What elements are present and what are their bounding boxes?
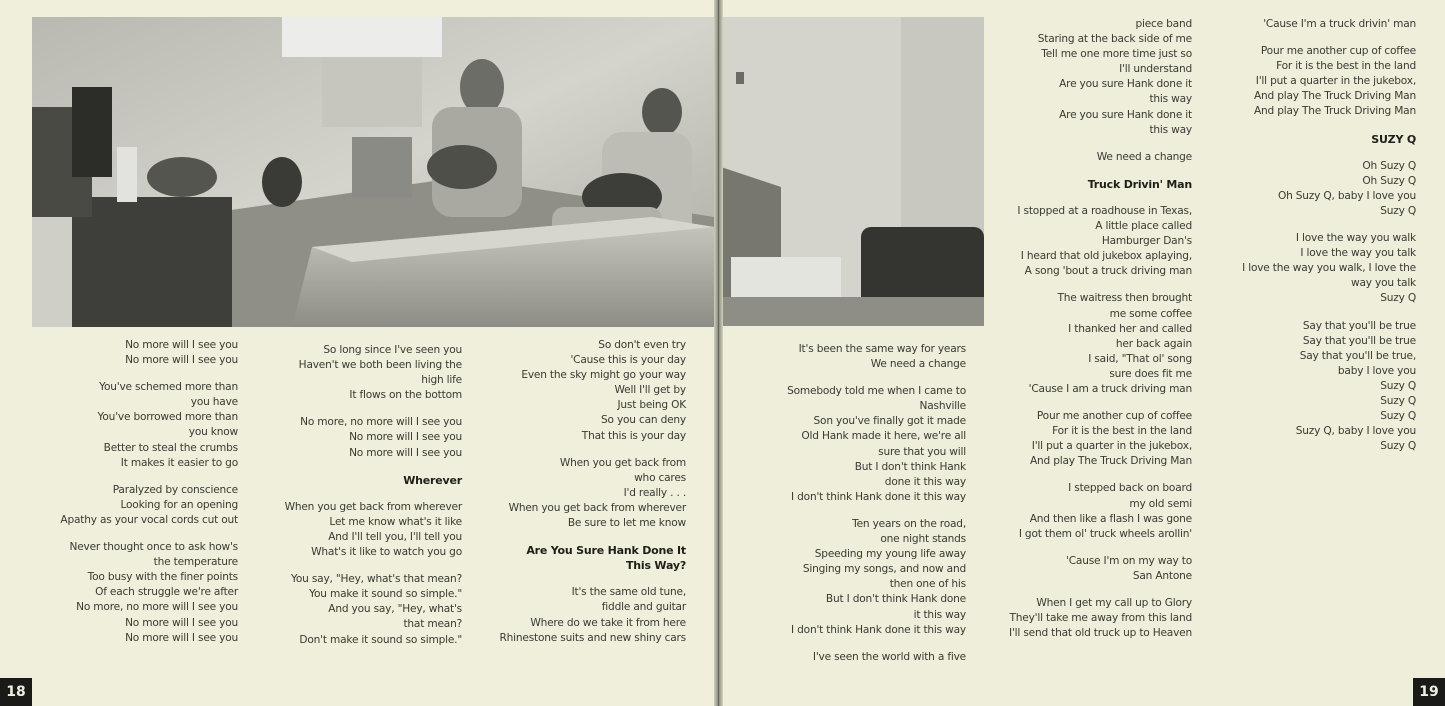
lyric-line: When you get back from [559,456,686,469]
lyric-line: this way [1149,93,1192,106]
stanza-gap [762,372,966,384]
lyric-line: Haven't we both been living the [298,359,462,372]
lyric-line: No more will I see you [125,631,238,644]
lyric-line: you know [188,426,238,439]
lyric-line: I'll put a quarter in the jukebox, [1255,75,1416,88]
lyrics-column-2 [258,343,462,648]
lyric-line: We need a change [870,358,966,371]
lyric-line: Suzy Q [1380,410,1416,423]
stanza-gap [988,192,1192,204]
lyric-line: It's the same old tune, [571,586,686,599]
lyric-line: one night stands [880,533,966,546]
lyric-line: Of each struggle we're after [95,586,238,599]
lyric-line: Ten years on the road, [852,517,966,530]
lyric-line: 'Cause I'm a truck drivin' man [1263,18,1416,30]
lyrics-column-6 [1212,17,1416,454]
lyric-line: You've schemed more than [99,381,238,394]
book-gutter [714,0,723,706]
lyric-line: high life [421,374,462,387]
lyric-line: Are you sure Hank done it [1059,108,1192,121]
song-title: Wherever [403,473,462,487]
lyric-line: It flows on the bottom [349,389,462,402]
lyric-line: What's it like to watch you go [311,546,462,559]
lyric-line: Say that you'll be true [1302,319,1416,332]
lyric-line: sure that you will [878,445,966,458]
lyric-line: I don't think Hank done it this way [791,490,966,503]
lyric-line: I thanked her and called [1068,322,1192,335]
stanza-gap [478,531,686,543]
lyric-line: her back again [1115,337,1192,350]
lyric-line: I heard that old jukebox aplaying, [1020,250,1192,263]
lyric-line: We need a change [1096,150,1192,163]
lyric-line: I love the way you walk [1295,232,1416,245]
hotel-room-photo-left [32,17,714,327]
lyric-line: that mean? [403,618,462,631]
lyric-line: When you get back from wherever [284,500,462,513]
lyric-line: Pour me another cup of coffee [1036,410,1192,423]
lyric-line: So you can deny [600,414,686,427]
lyric-line: Nashville [919,400,966,413]
lyric-line: baby I love you [1337,364,1416,377]
lyric-line: It's been the same way for years [798,343,966,355]
lyric-line: Better to steal the crumbs [103,441,238,454]
lyric-line: I'll understand [1119,63,1192,76]
page-number-right: 19 [1413,678,1445,706]
lyric-line: Suzy Q [1380,440,1416,453]
lyric-line: it this way [913,608,966,621]
lyric-line: But I don't think Hank [854,460,966,473]
lyric-line: Even the sky might go your way [521,369,686,382]
lyric-line: then one of his [889,578,966,591]
lyric-line: Rhinestone suits and new shiny cars [499,631,686,644]
stanza-gap [1212,219,1416,231]
lyric-line: I said, "That ol' song [1088,352,1192,365]
lyric-line: No more will I see you [125,354,238,367]
lyric-line: Singing my songs, and now and [802,563,966,576]
lyric-line: And play The Truck Driving Man [1029,455,1192,468]
lyric-line: 'Cause this is your day [570,354,686,367]
lyric-line: You make it sound so simple." [309,588,462,601]
stanza-gap [36,368,238,380]
lyric-line: A little place called [1095,220,1192,233]
lyric-line: And play The Truck Driving Man [1253,90,1416,103]
lyric-line: You say, "Hey, what's that mean? [291,573,462,586]
lyric-line: Suzy Q [1380,292,1416,305]
song-title: This Way? [625,559,686,573]
lyric-line: The waitress then brought [1057,292,1192,305]
lyric-line: They'll take me away from this land [1009,612,1192,625]
stanza-gap [258,560,462,572]
lyric-line: A song 'bout a truck driving man [1024,265,1192,278]
lyric-line: It makes it easier to go [120,456,238,469]
lyric-line: When you get back from wherever [508,501,686,514]
lyric-line: I got them ol' truck wheels arollin' [1018,527,1192,540]
lyric-line: No more, no more will I see you [300,416,462,429]
lyric-line: Oh Suzy Q [1362,174,1416,187]
lyric-line: me some coffee [1109,307,1192,320]
lyric-line: So long since I've seen you [323,344,462,356]
page-number-left: 18 [0,678,32,706]
lyric-line: I stopped at a roadhouse in Texas, [1017,204,1192,217]
lyric-line: Oh Suzy Q, baby I love you [1277,189,1416,202]
lyric-line: Where do we take it from here [530,616,686,629]
lyric-line: who cares [634,471,686,484]
song-title: SUZY Q [1371,132,1416,146]
lyric-line: That this is your day [581,429,686,442]
lyric-line: Old Hank made it here, we're all [801,430,966,443]
lyric-line: Say that you'll be true [1302,334,1416,347]
lyric-line: Paralyzed by conscience [112,483,238,496]
lyric-line: done it this way [884,475,966,488]
lyric-line: Somebody told me when I came to [787,385,966,398]
stanza-gap [988,542,1192,554]
stanza-gap [762,505,966,517]
lyric-line: 'Cause I am a truck driving man [1028,382,1192,395]
lyric-line: this way [1149,123,1192,136]
lyric-line: Suzy Q, baby I love you [1295,425,1416,438]
stanza-gap [988,397,1192,409]
stanza-gap [36,471,238,483]
lyric-line: you have [190,396,238,409]
stanza-gap [988,165,1192,177]
lyric-line: No more will I see you [125,616,238,629]
stanza-gap [36,528,238,540]
lyric-line: Pour me another cup of coffee [1260,45,1416,58]
lyric-line: When I get my call up to Glory [1036,597,1192,609]
stanza-gap [1212,147,1416,159]
lyric-line: Suzy Q [1380,204,1416,217]
lyric-line: Looking for an opening [120,498,238,511]
lyric-line: Oh Suzy Q [1362,159,1416,172]
lyric-line: Just being OK [617,399,686,412]
lyric-line: sure does fit me [1109,367,1192,380]
lyric-line: And then like a flash I was gone [1029,512,1192,525]
stanza-gap [478,444,686,456]
lyric-line: No more, no more will I see you [76,601,238,614]
lyric-line: Are you sure Hank done it [1059,78,1192,91]
lyric-line: Suzy Q [1380,394,1416,407]
lyric-line: I don't think Hank done it this way [791,623,966,636]
lyric-line: Be sure to let me know [567,517,686,530]
stanza-gap [258,461,462,473]
lyric-line: way you talk [1351,277,1416,290]
lyric-line: Suzy Q [1380,379,1416,392]
lyric-line: I'll send that old truck up to Heaven [1009,627,1192,640]
lyric-line: For it is the best in the land [1052,425,1192,438]
stanza-gap [258,488,462,500]
lyrics-column-4 [762,342,966,665]
lyric-line: Let me know what's it like [329,515,462,528]
lyric-line: I'd really . . . [623,486,686,499]
lyric-line: I love the way you walk, I love the [1242,262,1416,275]
lyric-line: San Antone [1132,569,1192,582]
song-title: Truck Drivin' Man [1087,177,1192,191]
hotel-room-photo-icon [32,17,714,327]
lyric-line: Don't make it sound so simple." [299,633,462,646]
lyric-line: No more will I see you [349,446,462,459]
hotel-room-photo-icon-right [721,17,984,326]
lyric-line: And play The Truck Driving Man [1253,105,1416,118]
stanza-gap [1212,120,1416,132]
lyric-line: I've seen the world with a five [812,650,966,663]
lyrics-column-5 [988,17,1192,641]
lyric-line: 'Cause I'm on my way to [1066,554,1192,567]
hotel-room-photo-right [721,17,984,326]
lyric-line: my old semi [1129,497,1192,510]
lyric-line: the temperature [153,556,238,569]
lyric-line: And you say, "Hey, what's [328,603,462,616]
lyric-line: Apathy as your vocal cords cut out [60,513,238,526]
lyric-line: Never thought once to ask how's [69,541,238,554]
lyric-line: No more will I see you [125,339,238,351]
stanza-gap [988,469,1192,481]
lyric-line: I stepped back on board [1068,482,1192,495]
lyric-line: fiddle and guitar [601,601,686,614]
song-title: Are You Sure Hank Done It [526,544,686,558]
stanza-gap [762,638,966,650]
lyric-line: But I don't think Hank done [825,593,966,606]
lyric-line: Son you've finally got it made [813,415,966,428]
lyric-line: I love the way you talk [1300,247,1416,260]
lyric-line: Well I'll get by [614,384,686,397]
lyrics-column-3 [478,338,686,646]
stanza-gap [1212,32,1416,44]
lyrics-column-1 [36,338,238,646]
lyric-line: So don't even try [598,339,686,351]
lyric-line: Speeding my young life away [814,548,966,561]
stanza-gap [1212,307,1416,319]
lyric-line: Staring at the back side of me [1037,33,1192,46]
lyric-line: You've borrowed more than [97,411,238,424]
lyric-line: Hamburger Dan's [1101,235,1192,248]
stanza-gap [258,403,462,415]
lyric-line: Tell me one more time just so [1041,48,1192,61]
lyric-line: piece band [1135,18,1192,30]
lyric-line: And I'll tell you, I'll tell you [328,530,462,543]
lyric-line: No more will I see you [349,431,462,444]
lyric-line: I'll put a quarter in the jukebox, [1031,440,1192,453]
stanza-gap [478,573,686,585]
lyric-line: Say that you'll be true, [1299,349,1416,362]
lyric-line: Too busy with the finer points [87,571,238,584]
lyric-line: For it is the best in the land [1276,60,1416,73]
stanza-gap [988,138,1192,150]
stanza-gap [988,279,1192,291]
stanza-gap [988,584,1192,596]
